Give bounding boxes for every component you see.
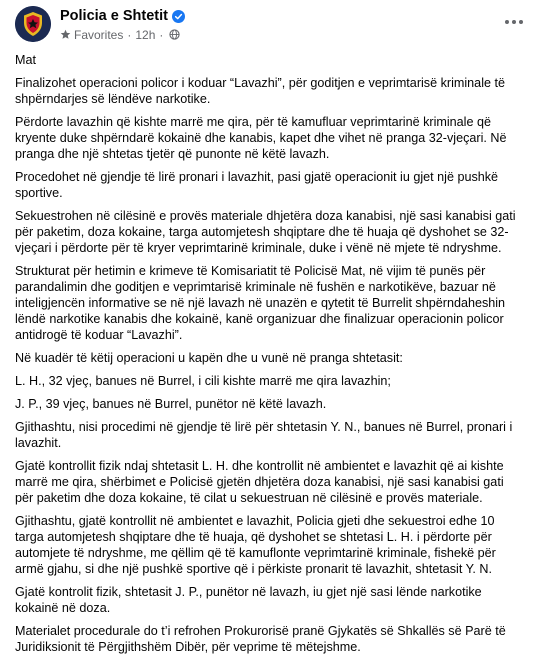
post-paragraph: J. P., 39 vjeç, banues në Burrel, punëtor në këtë lavazh.	[15, 397, 327, 411]
more-options-icon	[504, 19, 524, 25]
verified-badge-icon	[172, 10, 185, 23]
post-meta	[60, 27, 180, 42]
page-name-row	[60, 7, 185, 25]
audience-label[interactable]: Favorites	[74, 27, 124, 42]
star-icon	[60, 29, 71, 40]
post-paragraph: Gjithashtu, nisi procedimi në gjendje të lirë për shtetasin Y. N., banues në Burrel, pronari i lavazhit.	[15, 420, 513, 450]
post-body	[15, 52, 525, 662]
post-paragraph: Finalizohet operacioni policor i koduar “Lavazhi”, për goditjen e veprimtarisë kriminale të shpërndarjes së lëndëve narkotike.	[15, 76, 505, 106]
post-paragraph: L. H., 32 vjeç, banues në Burrel, i cili kishte marrë me qira lavazhin;	[15, 374, 391, 388]
more-options-button[interactable]	[502, 12, 526, 32]
post-paragraph: Gjatë kontrolit fizik, shtetasit J. P., punëtor në lavazh, iu gjet një sasi lënde narkotike kokainë në doza.	[15, 585, 482, 615]
post-paragraph: Gjatë kontrollit fizik ndaj shtetasit L. H. dhe kontrollit në ambientet e lavazhit që ai kishte marrë me qira, shërbimet e Policisë gjetën dhjetëra doza kanabisi, një sasi kanabisi gati për paketim dhe doza kokaine, të cilat u sekuestruan në cilësinë e provës materiale.	[15, 459, 504, 505]
post-paragraph: Strukturat për hetimin e krimeve të Komisariatit të Policisë Mat, në vijim të punës për parandalimin dhe goditjen e veprimtarisë kriminale në fushën e narkotikëve, bazuar në inteligjencën informative se në një lavazh në unazën e qytetit të Burrelit shpërndaheshin lëndë narkotike kanabis dhe kokainë, kanë organizuar dhe finalizuar operacionin policor antidrogë të koduar “Lavazhi”.	[15, 264, 506, 342]
police-badge-logo-icon	[15, 6, 51, 42]
meta-separator-2: ·	[159, 27, 164, 42]
page-avatar[interactable]	[15, 6, 51, 42]
post-paragraph: Materialet procedurale do t’i refrohen Prokurorisë pranë Gjykatës së Shkallës së Parë të Juridiksionit të Përgjithshëm Dibër, për veprime të mëtejshme.	[15, 624, 506, 654]
post-paragraph: Përdorte lavazhin që kishte marrë me qira, për të kamufluar veprimtarinë kriminale që kryente duke shpërndarë kokainë dhe kanabis, kapet dhe vihet në pranga 32-vjeçari. Në pranga dhe një shtetas tjetër që punonte në këtë lavazh.	[15, 115, 507, 161]
meta-separator: ·	[127, 27, 132, 42]
globe-icon[interactable]	[169, 29, 180, 40]
post-paragraph: Procedohet në gjendje të lirë pronari i lavazhit, pasi gjatë operacionit iu gjet një pushkë sportive.	[15, 170, 499, 200]
post-timestamp[interactable]: 12h	[135, 27, 156, 42]
post-paragraph: Gjithashtu, gjatë kontrollit në ambientet e lavazhit, Policia gjeti dhe sekuestroi edhe 10 targa automjetesh shqiptare dhe të huaja, që dyshohet se shtetasi L. H. i përdorte për automjete të ndryshme, me qëllim që të kamuflonte veprimtarinë kriminale, fishekë për armë gjahu, si dhe një pushkë sportive që i përkiste pronarit të lavazhit, shtetasit Y. N.	[15, 514, 496, 576]
post-paragraph: Sekuestrohen në cilësinë e provës materiale dhjetëra doza kanabisi, një sasi kanabisi gati për paketim, doza kokaine, targa automjetesh shqiptare dhe të huaja që dyshohet se 32-vjeçari i përdorte për të kryer veprimtarinë kriminale, duke i vënë në mjete të ndryshme.	[15, 209, 516, 255]
post-paragraph: Mat	[15, 53, 36, 67]
page-name[interactable]: Policia e Shtetit	[60, 8, 168, 24]
post-header	[0, 0, 540, 48]
post-paragraph: Në kuadër të këtij operacioni u kapën dhe u vunë në pranga shtetasit:	[15, 351, 403, 365]
